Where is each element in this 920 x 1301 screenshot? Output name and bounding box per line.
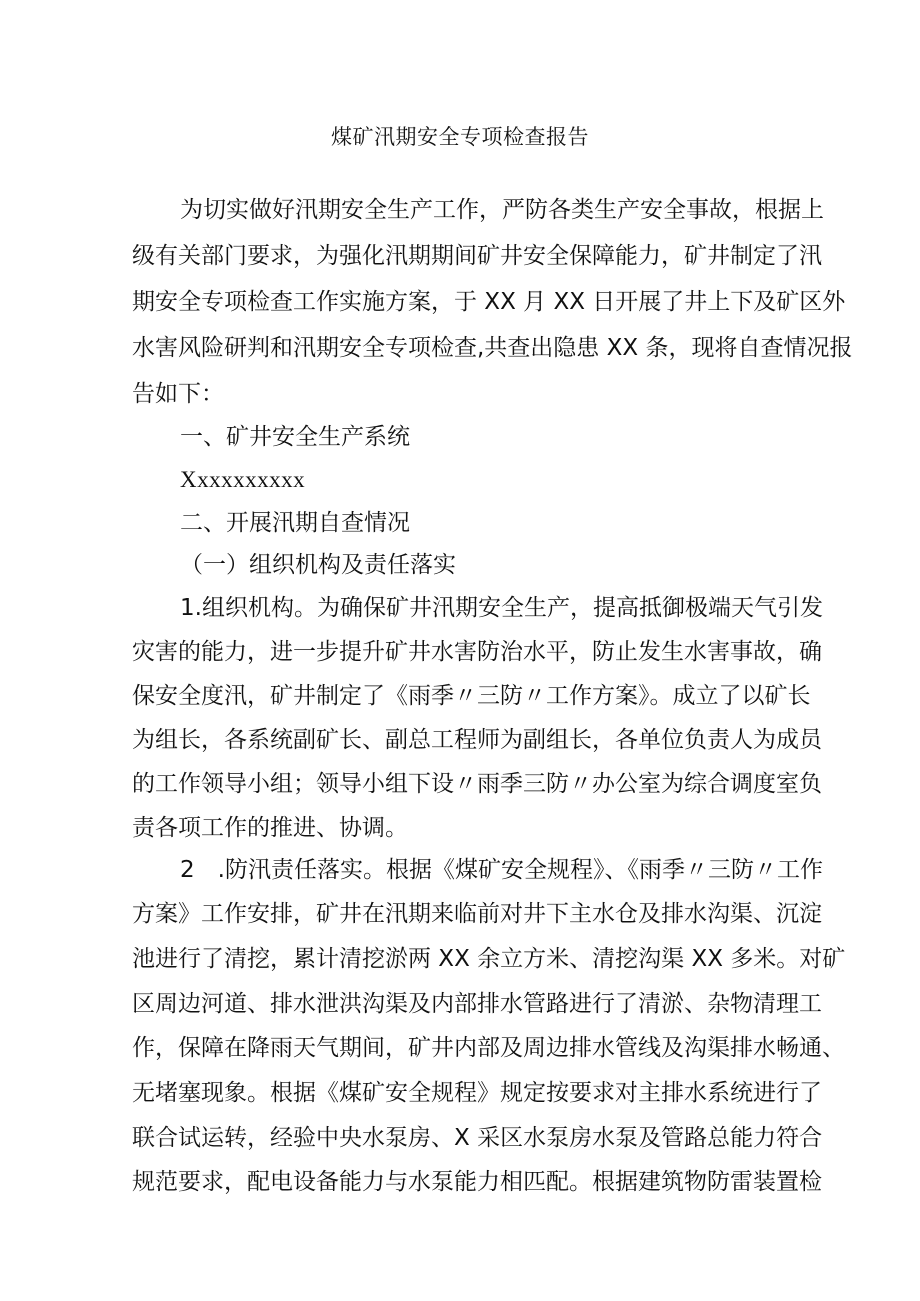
intro-line: 为切实做好汛期安全生产工作，严防各类生产安全事故，根据上 [180, 197, 824, 223]
section-body-text: Xxxxxxxxxx [180, 467, 306, 492]
item-line: 方案》工作安排，矿井在汛期来临前对井下主水仓及排水沟渠、沉淀 [132, 901, 822, 927]
intro-line: 期安全专项检查工作实施方案，于 XX 月 XX 日开展了井上下及矿区外 [132, 289, 846, 315]
item-line: 1.组织机构。为确保矿井汛期安全生产，提高抵御极端天气引发 [180, 595, 823, 621]
item-line: 的工作领导小组；领导小组下设〃雨季三防〃办公室为综合调度室负 [132, 771, 822, 797]
intro-line: 告如下： [132, 381, 224, 407]
item-line: 联合试运转，经验中央水泵房、X 采区水泵房水泵及管路总能力符合 [132, 1125, 823, 1151]
item-line: 责各项工作的推进、协调。 [132, 815, 408, 841]
item-line: 2 .防汛责任落实。根据《煤矿安全规程》、《雨季〃三防〃工作 [180, 857, 823, 883]
item-line: 无堵塞现象。根据《煤矿安全规程》规定按要求对主排水系统进行了 [132, 1080, 822, 1106]
subsection-heading: （一）组织机构及责任落实 [180, 552, 456, 578]
item-line: 保安全度汛，矿井制定了《雨季〃三防〃工作方案》。成立了以矿长 [132, 683, 811, 709]
item-line: 池进行了清挖，累计清挖淤两 XX 余立方米、清挖沟渠 XX 多米。对矿 [132, 946, 846, 972]
section-heading: 二、开展汛期自查情况 [180, 510, 410, 536]
intro-line: 水害风险研判和汛期安全专项检查,共查出隐患 XX 条，现将自查情况报 [132, 335, 853, 361]
section-heading: 一、矿井安全生产系统 [180, 424, 410, 450]
item-line: 作，保障在降雨天气期间，矿井内部及周边排水管线及沟渠排水畅通、 [132, 1035, 845, 1061]
document-title: 煤矿汛期安全专项检查报告 [331, 125, 589, 149]
item-line: 为组长，各系统副矿长、副总工程师为副组长，各单位负责人为成员 [132, 727, 822, 753]
item-line: 规范要求，配电设备能力与水泵能力相匹配。根据建筑物防雷装置检 [132, 1169, 822, 1195]
intro-line: 级有关部门要求，为强化汛期期间矿井安全保障能力，矿井制定了汛 [132, 243, 822, 269]
item-line: 灾害的能力，进一步提升矿井水害防治水平，防止发生水害事故，确 [132, 639, 822, 665]
item-line: 区周边河道、排水泄洪沟渠及内部排水管路进行了清淤、杂物清理工 [132, 991, 822, 1017]
